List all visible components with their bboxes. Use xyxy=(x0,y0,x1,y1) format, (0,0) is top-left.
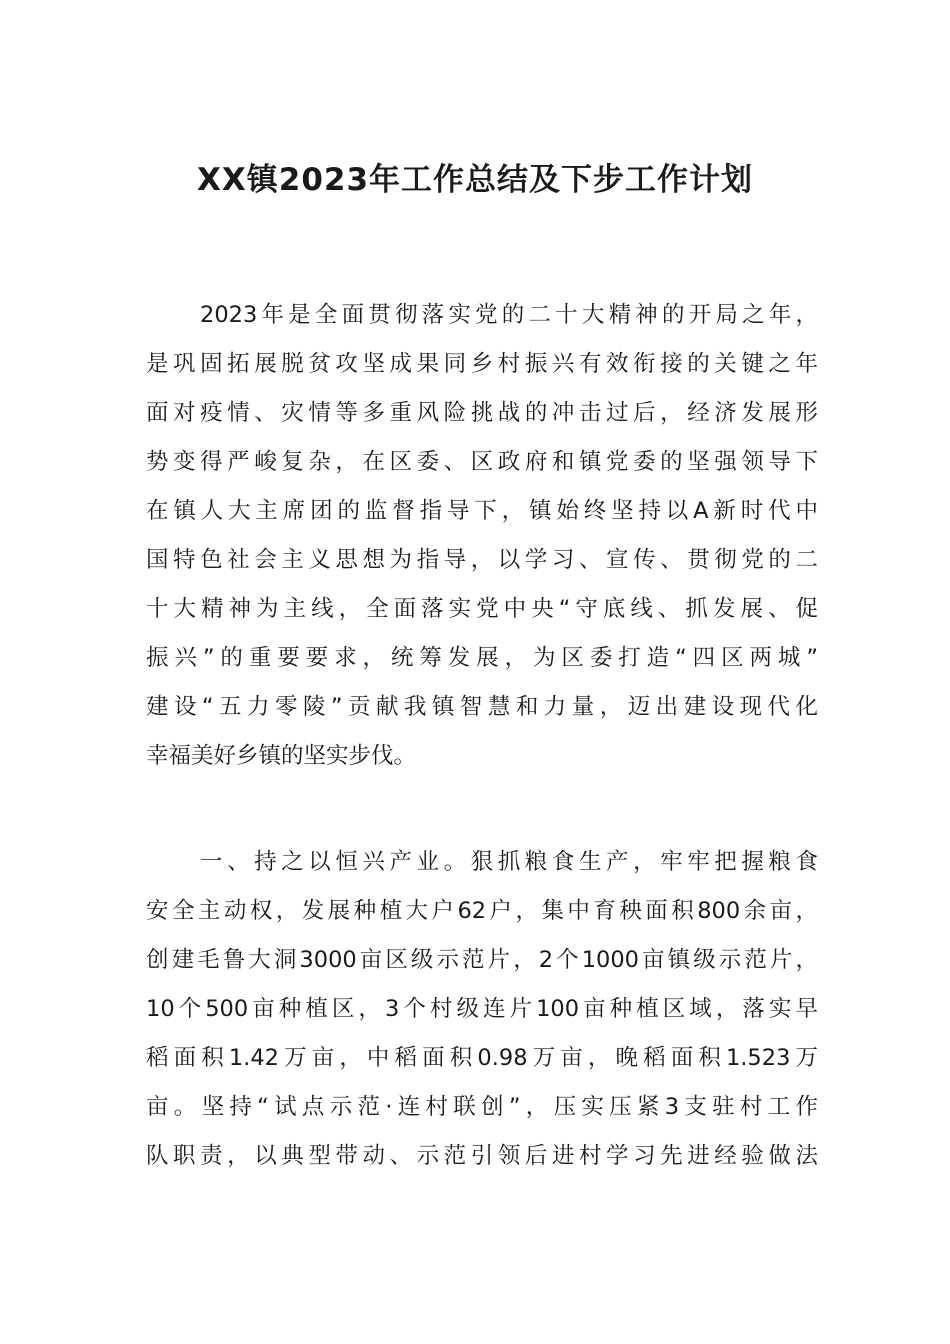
text-line: 在镇人大主席团的监督指导下，镇始终坚持以A新时代中 xyxy=(146,498,818,524)
text-line: 队职责，以典型带动、示范引领后进村学习先进经验做法 xyxy=(146,1143,818,1169)
text-line: 一、持之以恒兴产业。狠抓粮食生产，牢牢把握粮食 xyxy=(200,849,818,875)
text-line: 十大精神为主线，全面落实党中央“守底线、抓发展、促 xyxy=(146,596,818,622)
text-line: 建设“五力零陵”贡献我镇智慧和力量，迈出建设现代化 xyxy=(146,694,818,720)
text-line: 国特色社会主义思想为指导，以学习、宣传、贯彻党的二 xyxy=(146,547,818,573)
text-line: 10个500亩种植区，3个村级连片100亩种植区域，落实早 xyxy=(146,996,818,1022)
paragraph-intro xyxy=(146,291,818,781)
document-title: XX镇2023年工作总结及下步工作计划 xyxy=(196,162,754,198)
text-line: 振兴”的重要要求，统筹发展，为区委打造“四区两城” xyxy=(146,645,818,671)
text-line: 幸福美好乡镇的坚实步伐。 xyxy=(146,743,417,769)
text-line: 创建毛鲁大洞3000亩区级示范片，2个1000亩镇级示范片， xyxy=(146,947,818,973)
paragraph-section-one xyxy=(146,838,818,1181)
text-line: 2023年是全面贯彻落实党的二十大精神的开局之年， xyxy=(200,302,818,328)
text-line: 安全主动权，发展种植大户62户，集中育秧面积800余亩， xyxy=(146,898,818,924)
text-line: 稻面积1.42万亩，中稻面积0.98万亩，晚稻面积1.523万 xyxy=(146,1045,818,1071)
text-line: 亩。坚持“试点示范·连村联创”，压实压紧3支驻村工作 xyxy=(146,1094,818,1120)
text-line: 是巩固拓展脱贫攻坚成果同乡村振兴有效衔接的关键之年 xyxy=(146,351,818,377)
text-line: 势变得严峻复杂，在区委、区政府和镇党委的坚强领导下 xyxy=(146,449,818,475)
text-line: 面对疫情、灾情等多重风险挑战的冲击过后，经济发展形 xyxy=(146,400,818,426)
